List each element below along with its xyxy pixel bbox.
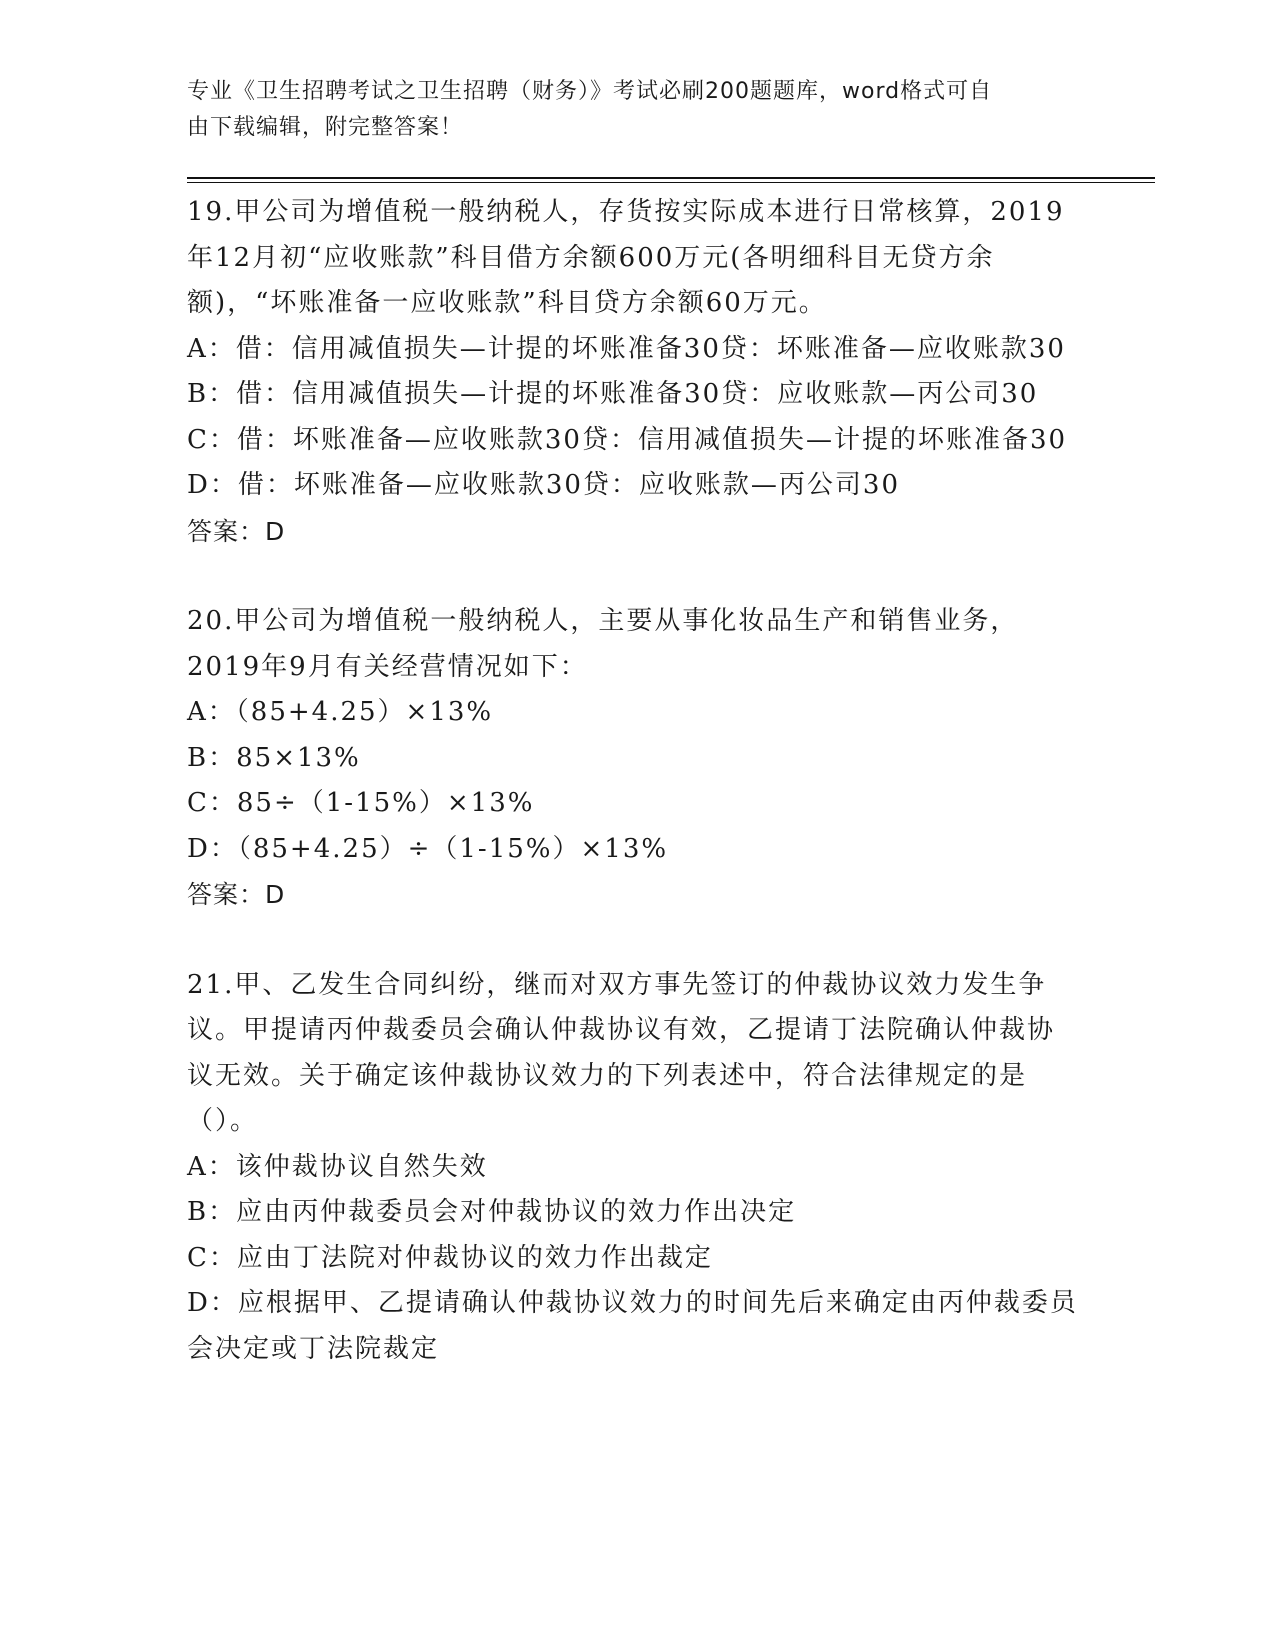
answer-line: 答案：D: [187, 880, 286, 909]
question-stem: 19.甲公司为增值税一般纳税人，存货按实际成本进行日常核算，2019年12月初“应收账款”科目借方余额600万元(各明细科目无贷方余额)，“坏账准备一应收账款”科目贷方余额60万元。: [187, 197, 1065, 318]
option-b: B：应由丙仲裁委员会对仲裁协议的效力作出决定: [187, 1197, 797, 1227]
option-a: A：（85+4.25）×13%: [187, 697, 494, 727]
question-19: [187, 190, 1082, 554]
option-d: D：借：坏账准备—应收账款30贷：应收账款—丙公司30: [187, 470, 901, 500]
option-d: D：应根据甲、乙提请确认仲裁协议效力的时间先后来确定由丙仲裁委员会决定或丁法院裁定: [187, 1288, 1078, 1364]
answer-line: 答案：D: [187, 516, 286, 546]
question-20: [187, 599, 1082, 918]
document-header: [187, 74, 1067, 146]
option-b: B：85×13%: [187, 742, 361, 773]
question-list: [187, 190, 1082, 1417]
option-c: C：85÷（1-15%）×13%: [187, 788, 535, 818]
option-a: A：该仲裁协议自然失效: [187, 1151, 488, 1182]
header-divider-thick: [187, 177, 1155, 179]
question-stem: 21.甲、乙发生合同纠纷，继而对双方事先签订的仲裁协议效力发生争议。甲提请丙仲裁委员会确认仲裁协议有效，乙提请丁法院确认仲裁协议无效。关于确定该仲裁协议效力的下列表述中，符合法律规定的是（）。: [187, 969, 1056, 1136]
header-line-2: 由下载编辑，附完整答案！: [187, 115, 464, 140]
option-d: D：（85+4.25）÷（1-15%）×13%: [187, 833, 669, 864]
option-b: B：借：信用减值损失—计提的坏账准备30贷：应收账款—丙公司30: [187, 379, 1039, 409]
option-c: C：借：坏账准备—应收账款30贷：信用减值损失—计提的坏账准备30: [187, 424, 1068, 455]
option-a: A：借：信用减值损失—计提的坏账准备30贷：坏账准备—应收账款30: [187, 333, 1066, 364]
question-stem: 20.甲公司为增值税一般纳税人，主要从事化妆品生产和销售业务，2019年9月有关经营情况如下：: [187, 606, 1019, 682]
header-line-1: 专业《卫生招聘考试之卫生招聘（财务）》考试必刷200题题库，word格式可自: [187, 79, 993, 104]
question-21: [187, 963, 1082, 1373]
option-c: C：应由丁法院对仲裁协议的效力作出裁定: [187, 1242, 713, 1273]
header-divider-thin: [187, 182, 1155, 183]
